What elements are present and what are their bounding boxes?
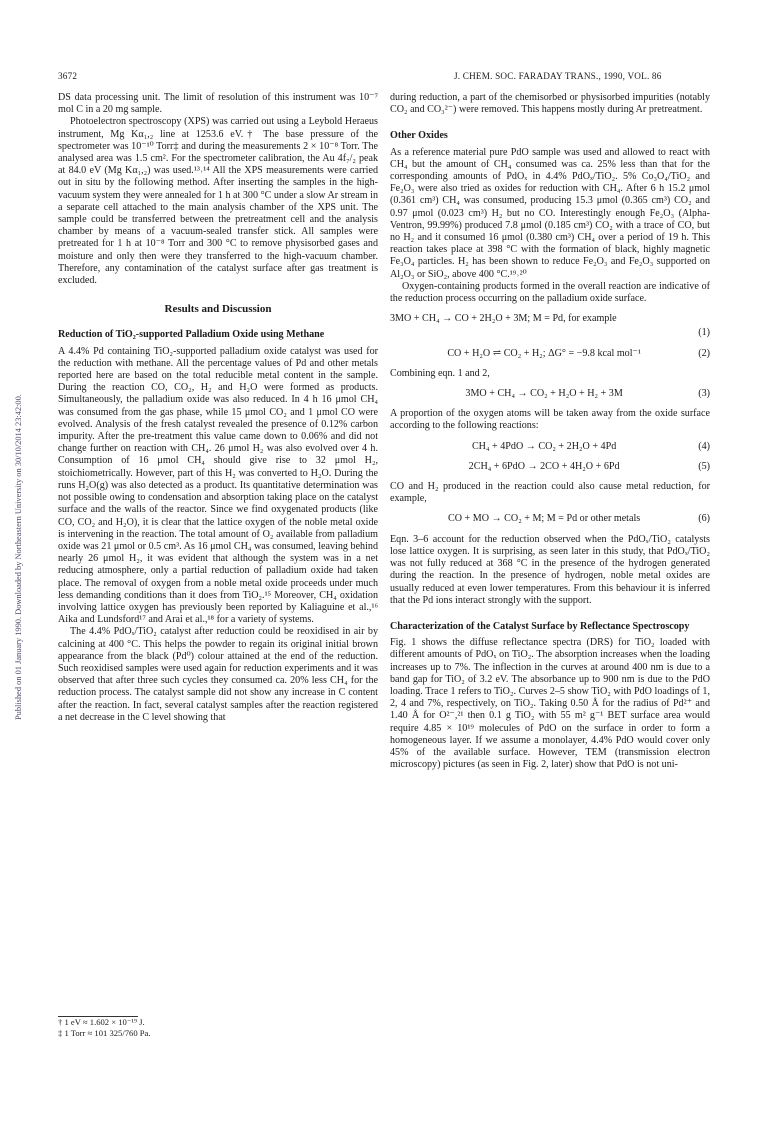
equation-number: (3) — [698, 388, 710, 400]
equation — [390, 348, 710, 360]
equation-body: CO + MO → CO₂ + M; M = Pd or other metals — [448, 513, 641, 525]
subsection-heading: Reduction of TiO₂-supported Palladium Oxide using Methane — [58, 329, 325, 341]
equation-number: (1) — [698, 327, 710, 339]
paragraph: Eqn. 3–6 account for the reduction observed when the PdOₓ/TiO₂ catalysts lose lattice oxygen. It is surprising, as seen later in this study, that PdOₓ/TiO₂ was not fully reduced at 368 °C in the presence of the hydrogen generated during the reaction. In the presence of hydrogen, noble metal oxides are usually reduced at even lower temperatures. From this behaviour it is inferred that the Pd ions interact strongly with the support. — [390, 533, 710, 606]
equation-number: (5) — [698, 460, 710, 472]
equation-body: CO + H₂O ⇌ CO₂ + H₂; ΔG° = −9.8 kcal mol⁻¹ — [447, 347, 641, 359]
section-heading: Results and Discussion — [164, 303, 272, 316]
equation-number: (4) — [698, 440, 710, 452]
equation-number: (6) — [698, 513, 710, 525]
watermark-text: Published on 01 January 1990. Downloaded by Northeastern University on 30/10/2014 23:42:00. — [14, 394, 23, 720]
equation — [390, 441, 710, 453]
equation-body: 3MO + CH₄ → CO₂ + H₂O + H₂ + 3M — [465, 388, 623, 400]
footnotes — [58, 1016, 378, 1039]
equation — [390, 513, 710, 525]
paragraph: Oxygen-containing products formed in the overall reaction are indicative of the reduction process occurring on the palladium oxide surface. — [390, 280, 710, 305]
subsection-heading: Characterization of the Catalyst Surface by Reflectance Spectroscopy — [390, 620, 690, 632]
paragraph: Combining eqn. 1 and 2, — [390, 367, 490, 379]
page-number: 3672 — [58, 71, 78, 81]
footnote: ‡ 1 Torr ≈ 101 325/760 Pa. — [58, 1028, 151, 1038]
equation-number: (2) — [698, 347, 710, 359]
equation — [390, 461, 710, 473]
paragraph: A 4.4% Pd containing TiO₂-supported palladium oxide catalyst was used for the reduction with methane. All the percentage values of Pd and other metals reported here are based on the total reducible metal content in the sample. During the reaction CO, CO₂, H₂ and H₂O were formed as products. Simultaneously, the palladium oxide was also reduced. In 4 h 16 μmol CH₄ was consumed from the gas phase, while 15 μmol CO₂ and 1 μmol CO were evolved. Analysis of the fresh catalyst revealed the presence of 0.12% carbon impurity. After the pre-treatment this value came down to 0.06% and did not change further on reaction with CH₄. 26 μmol H₂ was also evolved over 4 h. Consumption of 16 μmol CH₄ should give rise to 32 μmol H₂, stoichiometrically. However, part of this H₂ was converted to H₂O. During the runs H₂O(g) was also detected as a product. Its quantitative determination was not possible owing to condensation and absorption taking place on the catalyst surface and the walls of the reactor. Since we find oxygenated products (like CO, CO₂ and H₂O), it is clear that the lattice oxygen of the noble metal oxide is intervening in the reaction. The total amount of O₂ available from palladium oxide was 21 μmol or 0.5 cm³. As 16 μmol CH₄ was consumed, leaving behind nearly 26 μmol H₂, it was evident that although the system was in a net reducing atmosphere, only a partial reduction of palladium oxide had taken place. The removal of oxygen from a noble metal oxide proceeds under much less demanding conditions than it does from TiO₂.¹⁵ Moreover, CH₄ oxidation involving lattice oxygen has previously been reported by Kaliaguine et al.,¹⁶ Aika and Lundsford¹⁷ and Arai et al.,¹⁸ for a variety of systems. — [58, 345, 378, 626]
paragraph: A proportion of the oxygen atoms will be taken away from the oxide surface according to the following reactions: — [390, 408, 710, 432]
paragraph: Fig. 1 shows the diffuse reflectance spectra (DRS) for TiO₂ loaded with different amounts of PdOₓ on TiO₂. The absorption increases when the loading increases up to 7%. The inflection in the curves at around 400 nm is due to a band gap for TiO₂ of 3.2 eV. The absorbance up to 900 nm is due to the PdO loading. Trace 1 refers to TiO₂. Curves 2–5 show TiO₂ with PdO loadings of 1, 2, 4 and 7%, respectively, on TiO₂. Taking 0.50 Å for the radius of Pd²⁺ and 1.40 Å for O²⁻,²¹ then 0.1 g TiO₂ with 55 m² g⁻¹ BET surface area would require 4.85 × 10¹⁹ molecules of PdO on the surface in order to form a homogeneous layer. If we assume a monolayer, 4.4% PdO would cover only 45% of the available surface. However, TEM (transmission electron microscopy) pictures (as seen in Fig. 2, later) show that PdO is not uni- — [390, 637, 710, 771]
download-watermark — [4, 200, 23, 720]
left-column — [58, 92, 378, 724]
paragraph: Photoelectron spectroscopy (XPS) was carried out using a Leybold Heraeus instrument, Mg Kα₁,₂ line at 1253.6 eV.† The base pressure of the spectrometer was 10⁻¹⁰ Torr‡ and during the measurements 2 × 10⁻⁸ Torr. The analysed area was 1.5 cm². For the spectrometer calibration, the Au 4f₇/₂ peak at 84.0 eV (Mg Kα₁,₂) was used.¹³˒¹⁴ All the XPS measurements were carried out in situ by the following method. After inserting the samples in the high-vacuum system they were annealed for 1 h at 300 °C under a slow Ar stream in a separate cell attached to the main analysis chamber of the XPS unit. The sample could be transferred between the pretreatment cell and the analysis chamber by means of a vacuum-sealed transfer stick. All samples were pretreated for 1 h at 10⁻⁸ Torr and 300 °C to remove physisorbed gases and moisture and only then were they transferred to the high-vacuum chamber. Therefore, any contamination of the catalyst surface after gas treatment is excluded. — [58, 116, 378, 287]
equation-body: CH₄ + 4PdO → CO₂ + 2H₂O + 4Pd — [471, 440, 617, 452]
journal-header: J. CHEM. SOC. FARADAY TRANS., 1990, VOL. 86 — [454, 71, 662, 81]
paragraph: As a reference material pure PdO sample was used and allowed to react with CH₄ but the amount of CH₄ consumed was ca. 25% less than that for the corresponding amounts of PdOₓ in 4.4% PdOₓ/TiO₂. 5% Co₃O₄/TiO₂ and Fe₂O₃ were also tried as oxides for reduction with CH₄. After 6 h 15.2 μmol (0.361 cm³) CH₄ was consumed, producing 15.3 μmol (0.365 cm³) CO₂ and 0.97 μmol (0.023 cm³) H₂ but no CO. Interestingly enough Fe₂O₃ (Alpha-Ventron, 99.99%) produced 7.8 μmol (0.185 cm³) CO₂ with a trace of CO, but no H₂ and it consumed 16 μmol (0.380 cm³) CH₄ over a period of 19 h. This reaction takes place at 398 °C with the formation of black, highly magnetic Fe₃O₄ particles. H₂ has been shown to reduce Fe₂O₃ and Fe₂O₃ supported on Al₂O₃ or SiO₂, above 400 °C.¹⁹˒²⁰ — [390, 146, 710, 280]
paragraph: CO and H₂ produced in the reaction could also cause metal reduction, for example, — [390, 481, 710, 505]
right-column — [390, 92, 710, 771]
equation — [390, 313, 710, 325]
equation-body: 3MO + CH₄ → CO + 2H₂O + 3M; M = Pd, for example — [390, 313, 617, 325]
subsection-heading: Other Oxides — [390, 130, 448, 142]
paragraph: The 4.4% PdOₓ/TiO₂ catalyst after reduction could be reoxidised in air by calcining at 400 °C. This helps the powder to regain its original initial brown appearance from the black (Pd⁰) colour attained at the end of the reduction. Such reoxidised samples were used again for reduction experiments and it was observed that after three such cycles they consumed ca. 20% less CH₄ for the reduction process. The catalyst sample did not show any increase in C content after the reaction. In fact, several catalyst samples after the reaction registered a net decrease in the C level showing that — [58, 626, 378, 723]
equation-body: 2CH₄ + 6PdO → 2CO + 4H₂O + 6Pd — [468, 460, 620, 472]
paragraph: during reduction, a part of the chemisorbed or physisorbed impurities (notably CO₂ and CO₃²⁻) were removed. This happens mostly during Ar pretreatment. — [390, 92, 710, 116]
equation — [390, 388, 710, 400]
footnote: † 1 eV ≈ 1.602 × 10⁻¹⁹ J. — [58, 1017, 145, 1027]
paragraph: DS data processing unit. The limit of resolution of this instrument was 10⁻⁷ mol C in a 20 mg sample. — [58, 92, 378, 116]
